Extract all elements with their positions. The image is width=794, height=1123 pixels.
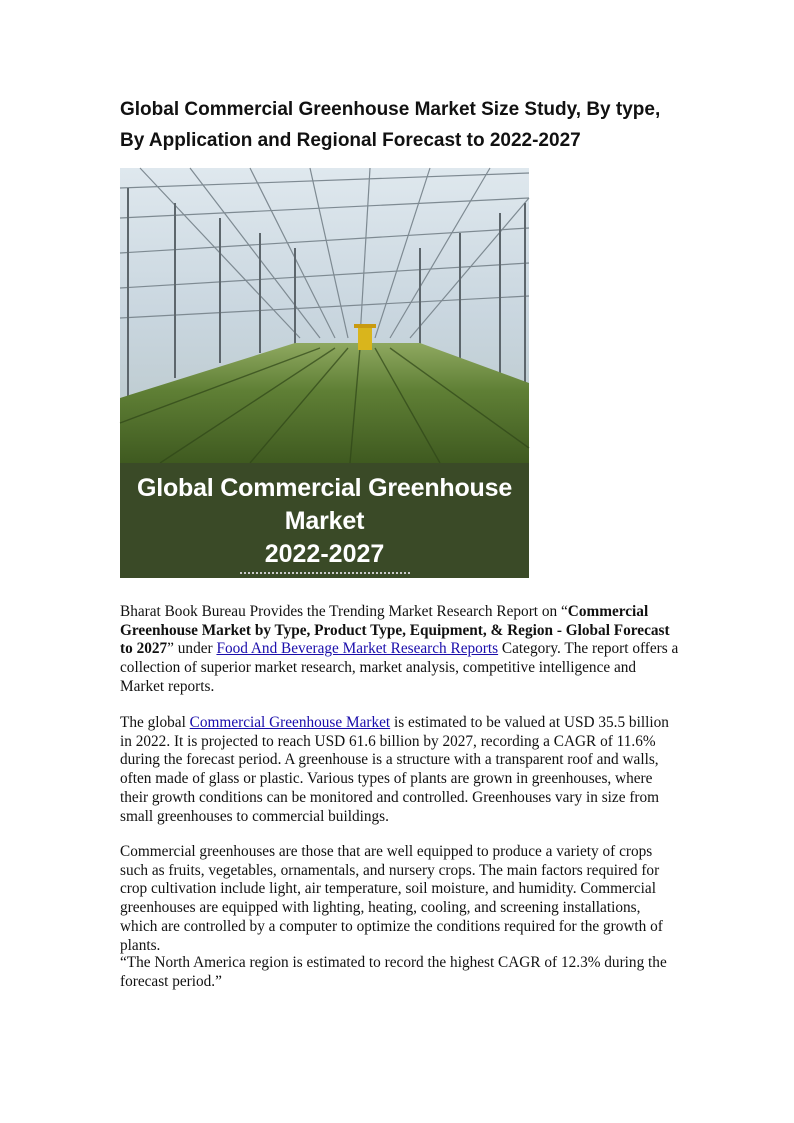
banner-years: 2022-2027 [264, 540, 385, 568]
intro-text-before: Bharat Book Bureau Provides the Trending Market Research Report on “ [120, 603, 568, 620]
market-text-after: is estimated to be valued at USD 35.5 billion in 2022. It is projected to reach USD 61.6 billion by 2027, recording a CAGR of 11.6% during the forecast period. A greenhouse is a structure with a transparent roof and walls, often made of glass or plastic. Various types of plants are grown in greenhouses, where their growth conditions can be monitored and controlled. Greenhouses vary in size from small greenhouses to commercial buildings. [120, 714, 669, 825]
greenhouse-photo [120, 168, 529, 463]
intro-text-middle: ” under [167, 640, 217, 658]
report-title-bold: Commercial Greenhouse Market by Type, Product Type, Equipment, & Region - Global Forecast to 2027 [120, 603, 670, 658]
market-text-before: The global [120, 714, 190, 731]
image-banner [120, 463, 529, 602]
banner-url: www.bharatbook.com [226, 581, 423, 602]
description-paragraph: Commercial greenhouses are those that are well equipped to produce a variety of crops such as fruits, vegetables, ornamentals, and nursery crops. The main factors required for crop cultivation include light, air temperature, soil moisture, and humidity. Commercial greenhouses are equipped with lighting, heating, cooling, and screening installations, which are controlled by a computer to optimize the conditions required for the growth of plants. [120, 843, 663, 954]
title-line-1: Global Commercial Greenhouse Market Size Study, By type, [120, 99, 661, 120]
quote-paragraph: “The North America region is estimated to record the highest CAGR of 12.3% during the forecast period.” [120, 954, 667, 990]
title-line-2: By Application and Regional Forecast to 2022-2027 [120, 130, 581, 151]
intro-paragraph [120, 603, 680, 697]
document-title [120, 94, 720, 156]
banner-title: Global Commercial Greenhouse Market [136, 474, 513, 535]
intro-text-after: Category. The report offers a collection of superior market research, market analysis, competitive intelligence and Market reports. [120, 640, 679, 695]
market-link[interactable]: Commercial Greenhouse Market [189, 714, 391, 731]
greenhouse-image [120, 168, 529, 602]
banner-divider [240, 572, 410, 577]
category-link[interactable]: Food And Beverage Market Research Reports [216, 640, 499, 658]
market-size-paragraph [120, 714, 680, 826]
